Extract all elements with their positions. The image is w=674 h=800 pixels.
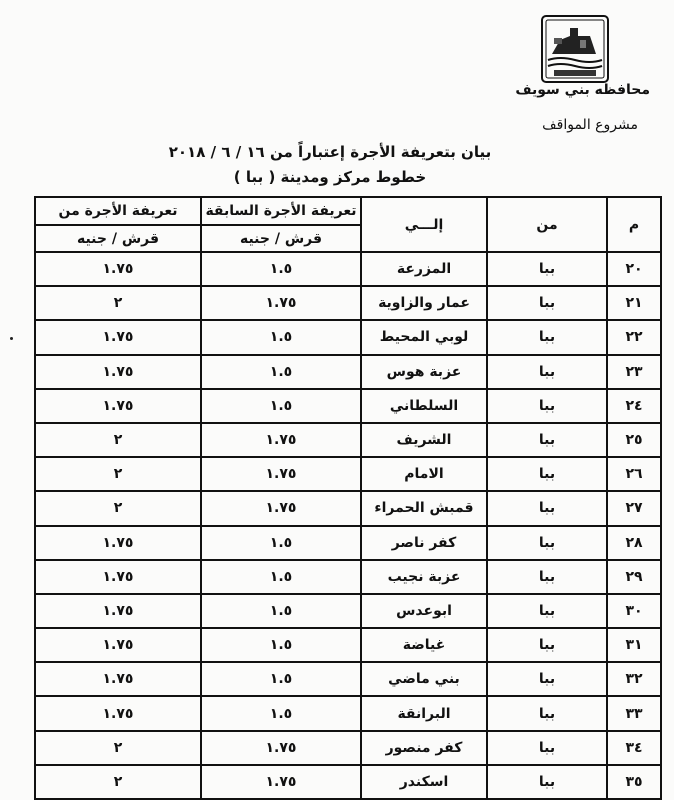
new-fare-cell: ١.٧٥ bbox=[35, 594, 201, 628]
row-number-cell: ٢٣ bbox=[607, 355, 661, 389]
from-cell: ببا bbox=[487, 560, 607, 594]
new-fare-cell: ١.٧٥ bbox=[35, 696, 201, 730]
from-cell: ببا bbox=[487, 389, 607, 423]
table-row bbox=[35, 286, 661, 320]
row-number-cell: ٣١ bbox=[607, 628, 661, 662]
governorate-name: محافظه بني سويف bbox=[515, 82, 650, 98]
from-cell: ببا bbox=[487, 252, 607, 286]
new-fare-cell: ٢ bbox=[35, 765, 201, 799]
new-fare-cell: ١.٧٥ bbox=[35, 389, 201, 423]
table-row bbox=[35, 765, 661, 799]
previous-fare-cell: ١.٧٥ bbox=[201, 423, 361, 457]
table-row bbox=[35, 491, 661, 525]
to-cell: المزرعة bbox=[361, 252, 487, 286]
new-fare-cell: ١.٧٥ bbox=[35, 662, 201, 696]
fare-table bbox=[34, 196, 662, 800]
from-cell: ببا bbox=[487, 662, 607, 696]
row-number-cell: ٢٩ bbox=[607, 560, 661, 594]
previous-fare-cell: ١.٥ bbox=[201, 526, 361, 560]
previous-fare-cell: ١.٥ bbox=[201, 594, 361, 628]
from-cell: ببا bbox=[487, 491, 607, 525]
header-previous-fare: تعريفة الأجرة السابقة bbox=[201, 197, 361, 225]
stray-mark bbox=[10, 337, 13, 340]
previous-fare-cell: ١.٥ bbox=[201, 696, 361, 730]
header-from: من bbox=[487, 197, 607, 252]
header-new-fare: تعريفة الأجرة من bbox=[35, 197, 201, 225]
from-cell: ببا bbox=[487, 696, 607, 730]
table-row bbox=[35, 389, 661, 423]
previous-fare-cell: ١.٧٥ bbox=[201, 765, 361, 799]
new-fare-cell: ٢ bbox=[35, 457, 201, 491]
new-fare-cell: ٢ bbox=[35, 286, 201, 320]
header-to: إلـــي bbox=[361, 197, 487, 252]
to-cell: البرانقة bbox=[361, 696, 487, 730]
table-row bbox=[35, 457, 661, 491]
to-cell: غياضة bbox=[361, 628, 487, 662]
previous-fare-cell: ١.٥ bbox=[201, 389, 361, 423]
table-row bbox=[35, 355, 661, 389]
previous-fare-cell: ١.٥ bbox=[201, 662, 361, 696]
new-fare-cell: ١.٧٥ bbox=[35, 320, 201, 354]
new-fare-cell: ٢ bbox=[35, 731, 201, 765]
row-number-cell: ٢٧ bbox=[607, 491, 661, 525]
new-fare-cell: ٢ bbox=[35, 491, 201, 525]
row-number-cell: ٢٨ bbox=[607, 526, 661, 560]
previous-fare-cell: ١.٥ bbox=[201, 320, 361, 354]
from-cell: ببا bbox=[487, 526, 607, 560]
to-cell: السلطاني bbox=[361, 389, 487, 423]
to-cell: قمبش الحمراء bbox=[361, 491, 487, 525]
new-fare-cell: ١.٧٥ bbox=[35, 628, 201, 662]
row-number-cell: ٢٠ bbox=[607, 252, 661, 286]
previous-fare-cell: ١.٧٥ bbox=[201, 286, 361, 320]
new-fare-cell: ١.٧٥ bbox=[35, 560, 201, 594]
to-cell: عزبة نجيب bbox=[361, 560, 487, 594]
from-cell: ببا bbox=[487, 765, 607, 799]
row-number-cell: ٢١ bbox=[607, 286, 661, 320]
row-number-cell: ٢٦ bbox=[607, 457, 661, 491]
row-number-cell: ٣٢ bbox=[607, 662, 661, 696]
from-cell: ببا bbox=[487, 457, 607, 491]
row-number-cell: ٣٠ bbox=[607, 594, 661, 628]
to-cell: لوبي المحيط bbox=[361, 320, 487, 354]
to-cell: كفر ناصر bbox=[361, 526, 487, 560]
table-row bbox=[35, 560, 661, 594]
row-number-cell: ٢٥ bbox=[607, 423, 661, 457]
from-cell: ببا bbox=[487, 320, 607, 354]
previous-fare-cell: ١.٥ bbox=[201, 252, 361, 286]
previous-fare-cell: ١.٥ bbox=[201, 628, 361, 662]
table-row bbox=[35, 628, 661, 662]
from-cell: ببا bbox=[487, 731, 607, 765]
row-number-cell: ٣٥ bbox=[607, 765, 661, 799]
table-row bbox=[35, 662, 661, 696]
table-row bbox=[35, 526, 661, 560]
table-row bbox=[35, 594, 661, 628]
new-fare-cell: ٢ bbox=[35, 423, 201, 457]
table-row bbox=[35, 423, 661, 457]
row-number-cell: ٣٤ bbox=[607, 731, 661, 765]
to-cell: الشريف bbox=[361, 423, 487, 457]
row-number-cell: ٣٣ bbox=[607, 696, 661, 730]
new-fare-cell: ١.٧٥ bbox=[35, 526, 201, 560]
previous-fare-cell: ١.٥ bbox=[201, 355, 361, 389]
project-name: مشروع المواقف bbox=[542, 117, 638, 133]
to-cell: عزبة هوس bbox=[361, 355, 487, 389]
governorate-emblem-icon bbox=[540, 14, 610, 84]
header-num: م bbox=[607, 197, 661, 252]
previous-fare-cell: ١.٥ bbox=[201, 560, 361, 594]
previous-fare-cell: ١.٧٥ bbox=[201, 491, 361, 525]
to-cell: بني ماضي bbox=[361, 662, 487, 696]
table-row bbox=[35, 252, 661, 286]
from-cell: ببا bbox=[487, 594, 607, 628]
row-number-cell: ٢٢ bbox=[607, 320, 661, 354]
to-cell: ابوعدس bbox=[361, 594, 487, 628]
table-row bbox=[35, 320, 661, 354]
header-new-unit: قرش / جنيه bbox=[35, 225, 201, 252]
document-title: بيان بتعريفة الأجرة إعتباراً من ١٦ / ٦ / ٢٠١٨ bbox=[168, 143, 492, 161]
from-cell: ببا bbox=[487, 286, 607, 320]
to-cell: الامام bbox=[361, 457, 487, 491]
table-row bbox=[35, 696, 661, 730]
to-cell: اسكندر bbox=[361, 765, 487, 799]
previous-fare-cell: ١.٧٥ bbox=[201, 457, 361, 491]
row-number-cell: ٢٤ bbox=[607, 389, 661, 423]
table-body bbox=[35, 252, 661, 799]
document-subtitle: خطوط مركز ومدينة ( ببا ) bbox=[233, 168, 427, 186]
to-cell: كفر منصور bbox=[361, 731, 487, 765]
from-cell: ببا bbox=[487, 628, 607, 662]
new-fare-cell: ١.٧٥ bbox=[35, 355, 201, 389]
governorate-logo bbox=[540, 14, 610, 84]
previous-fare-cell: ١.٧٥ bbox=[201, 731, 361, 765]
from-cell: ببا bbox=[487, 355, 607, 389]
from-cell: ببا bbox=[487, 423, 607, 457]
to-cell: عمار والزاوية bbox=[361, 286, 487, 320]
table-header-row bbox=[35, 197, 661, 225]
header-previous-unit: قرش / جنيه bbox=[201, 225, 361, 252]
table-row bbox=[35, 731, 661, 765]
new-fare-cell: ١.٧٥ bbox=[35, 252, 201, 286]
